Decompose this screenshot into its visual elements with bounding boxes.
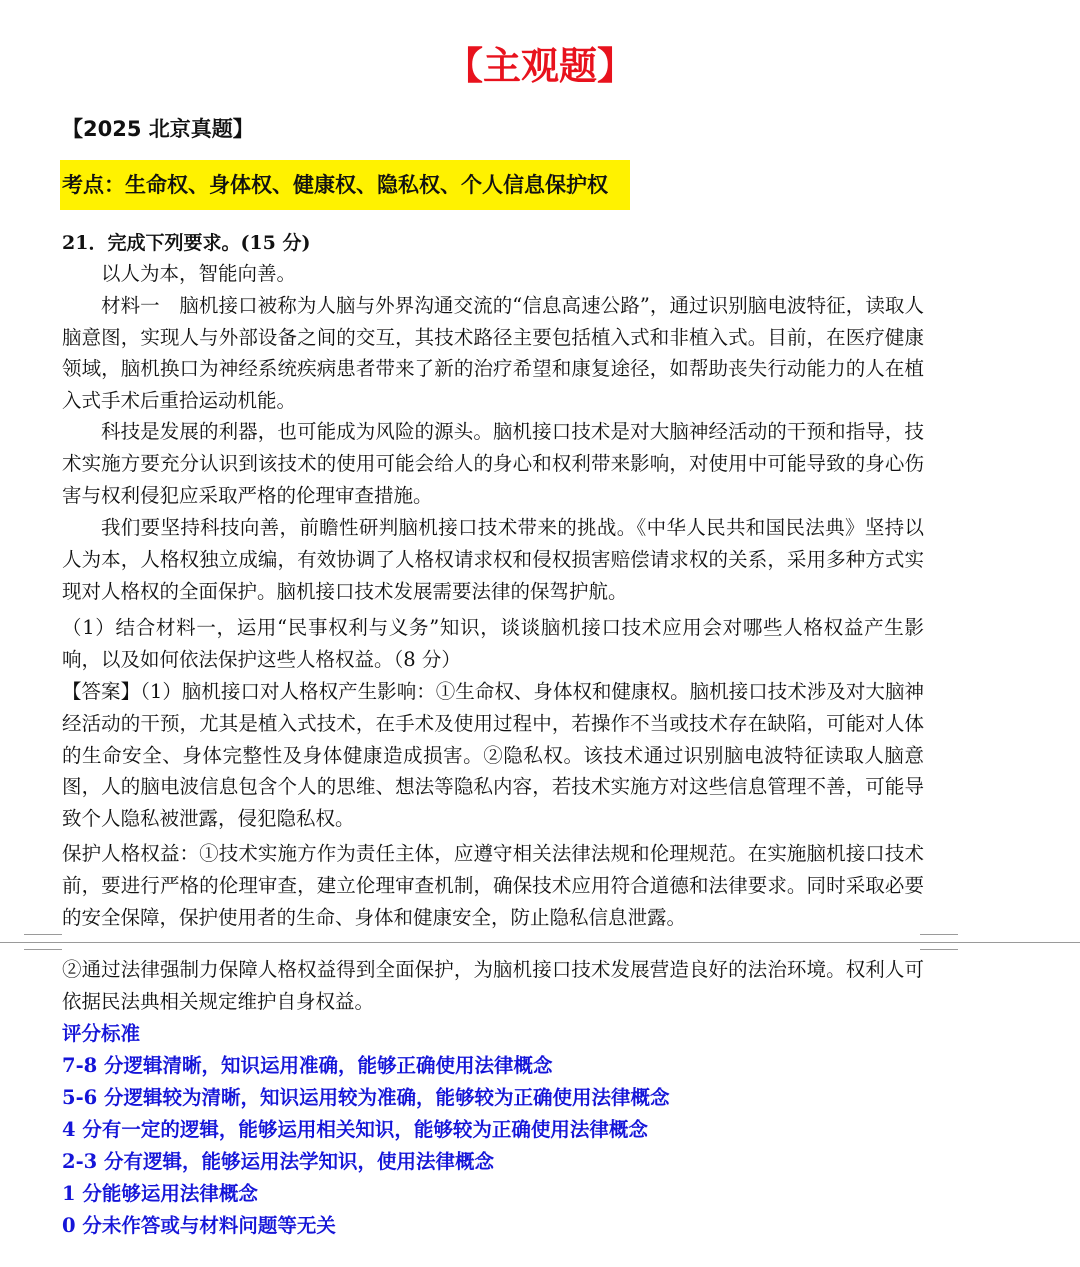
answer-paragraph-1: 【答案】（1）脑机接口对人格权产生影响：①生命权、身体权和健康权。脑机接口技术涉及对大脑神经活动的干预，尤其是植入式技术，在手术及使用过程中，若操作不当或技术存在缺陷，可能对人体的生命安全、身体完整性及身体健康造成损害。②隐私权。该技术通过识别脑电波特征读取人脑意图，人的脑电波信息包含个人的思维、想法等隐私内容，若技术实施方对这些信息管理不善，可能导致个人隐私被泄露，侵犯隐私权。 [62, 680, 924, 831]
answer-block [62, 676, 924, 835]
answer-paragraph-3: ②通过法律强制力保障人格权益得到全面保护，为脑机接口技术发展营造良好的法治环境。权利人可依据民法典相关规定维护自身权益。 [62, 958, 924, 1013]
rubric-level: 4 分有一定的逻辑，能够运用相关知识，能够较为正确使用法律概念 [62, 1118, 648, 1141]
subquestion-block [62, 612, 924, 676]
page-corner-marker-left [24, 934, 62, 950]
rubric-level: 7-8 分逻辑清晰，知识运用准确，能够正确使用法律概念 [62, 1054, 553, 1077]
rubric-level: 0 分未作答或与材料问题等无关 [62, 1214, 336, 1237]
page-title: 【主观题】 [444, 44, 635, 88]
material-one-paragraph-2-block [62, 416, 924, 511]
rubric-level: 1 分能够运用法律概念 [62, 1182, 258, 1205]
rubric-heading: 评分标准 [62, 1022, 141, 1045]
material-one-paragraph-3-block [62, 512, 924, 607]
answer-continuation-block [62, 954, 924, 1018]
answer-protection-block [62, 838, 924, 933]
material-one-block [62, 258, 924, 417]
question-number-heading: 21．完成下列要求。(15 分) [62, 232, 311, 254]
highlighted-key-points: 考点：生命权、身体权、健康权、隐私权、个人信息保护权 [60, 160, 630, 210]
page-corner-marker-right [920, 934, 958, 950]
subquestion-1: （1）结合材料一，运用“民事权利与义务”知识，谈谈脑机接口技术应用会对哪些人格权益产生影响，以及如何依法保护这些人格权益。（8 分） [62, 616, 924, 671]
theme-line: 以人为本，智能向善。 [101, 262, 297, 285]
material-one-paragraph-2: 科技是发展的利器，也可能成为风险的源头。脑机接口技术是对大脑神经活动的干预和指导，技术实施方要充分认识到该技术的使用可能会给人的身心和权利带来影响，对使用中可能导致的身心伤害与权利侵犯应采取严格的伦理审查措施。 [62, 420, 924, 507]
material-one-paragraph-3: 我们要坚持科技向善，前瞻性研判脑机接口技术带来的挑战。《中华人民共和国民法典》坚持以人为本，人格权独立成编，有效协调了人格权请求权和侵权损害赔偿请求权的关系，采用多种方式实现对人格权的全面保护。脑机接口技术发展需要法律的保驾护航。 [62, 516, 924, 603]
exam-source-label: 【2025 北京真题】 [62, 117, 254, 141]
answer-paragraph-2: 保护人格权益：①技术实施方作为责任主体，应遵守相关法律法规和伦理规范。在实施脑机接口技术前，要进行严格的伦理审查，建立伦理审查机制，确保技术应用符合道德和法律要求。同时采取必要的安全保障，保护使用者的生命、身体和健康安全，防止隐私信息泄露。 [62, 842, 924, 929]
page-break-divider [0, 942, 1080, 945]
scoring-rubric [62, 1018, 962, 1242]
material-one-paragraph-1: 材料一 脑机接口被称为人脑与外界沟通交流的“信息高速公路”，通过识别脑电波特征，读取人脑意图，实现人与外部设备之间的交互，其技术路径主要包括植入式和非植入式。目前，在医疗健康领域，脑机换口为神经系统疾病患者带来了新的治疗希望和康复途径，如帮助丧失行动能力的人在植入式手术后重拾运动机能。 [62, 293, 924, 413]
rubric-level: 2-3 分有逻辑，能够运用法学知识，使用法律概念 [62, 1150, 495, 1173]
rubric-level: 5-6 分逻辑较为清晰，知识运用较为准确，能够较为正确使用法律概念 [62, 1086, 670, 1109]
